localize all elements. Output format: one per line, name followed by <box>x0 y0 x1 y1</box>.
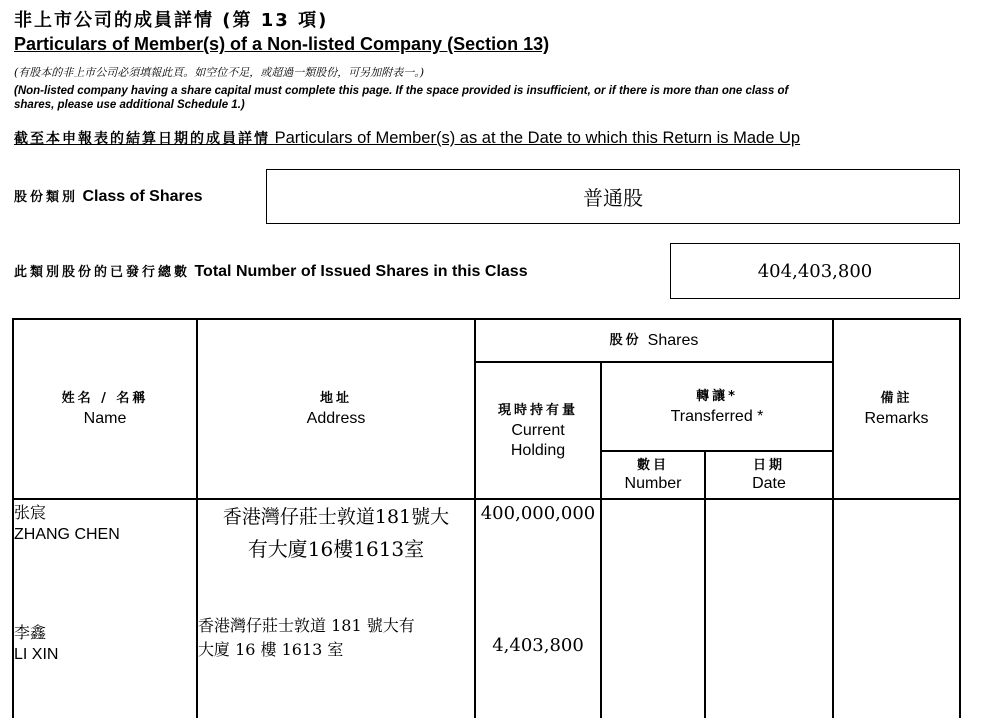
member-current-holding: 4,403,800 <box>492 635 584 656</box>
header-number <box>602 452 704 498</box>
member-address-line2: 大廈 16 樓 1613 室 <box>198 640 344 659</box>
subheading-english: Particulars of Member(s) as at the Date to which this Return is Made Up <box>274 129 801 147</box>
header-date-zh: 日期 <box>752 458 785 473</box>
table-line-header-bottom <box>12 498 961 500</box>
member-name-en: LI XIN <box>14 646 59 663</box>
class-of-shares-label-en: Class of Shares <box>82 188 203 205</box>
header-shares-en: Shares <box>647 331 699 349</box>
title-chinese: 非上市公司的成員詳情 (第 13 項) <box>14 10 329 31</box>
subheading <box>14 128 800 148</box>
member-address <box>198 614 474 662</box>
title-english: Particulars of Member(s) of a Non-listed Company (Section 13) <box>14 34 550 54</box>
header-address-en: Address <box>306 410 366 427</box>
table-border-right <box>959 318 961 718</box>
total-issued-label-zh: 此類別股份的已發行總數 <box>14 265 191 280</box>
header-number-en: Number <box>624 475 682 492</box>
member-name-en: ZHANG CHEN <box>14 526 120 543</box>
header-date-en: Date <box>752 475 786 492</box>
header-shares-zh: 股份 <box>609 332 642 348</box>
header-remarks-zh: 備註 <box>880 391 913 406</box>
header-name-zh: 姓名 / 名稱 <box>61 391 149 406</box>
member-address-line2: 有大廈16樓1613室 <box>247 537 425 561</box>
header-current-holding <box>476 363 600 498</box>
class-of-shares-field[interactable] <box>266 169 960 224</box>
member-address-line1: 香港灣仔莊士敦道 181 號大有 <box>198 616 415 635</box>
note-english-line1: (Non-listed company having a share capital must complete this page. If the space provided is insufficient, or if there is more than one class of <box>14 85 789 97</box>
header-address <box>198 320 474 498</box>
header-transferred-zh: 轉讓* <box>696 388 738 404</box>
class-of-shares-label-zh: 股份類別 <box>14 190 79 205</box>
note-english-line2: shares, please use additional Schedule 1.) <box>14 99 245 111</box>
header-shares <box>476 320 832 361</box>
table-row <box>14 622 58 666</box>
member-name-zh: 张宸 <box>14 503 47 522</box>
total-issued-label-en: Total Number of Issued Shares in this Class <box>194 263 528 280</box>
header-name <box>14 320 196 498</box>
member-name-zh: 李鑫 <box>14 623 47 642</box>
header-name-en: Name <box>83 410 127 427</box>
total-issued-value: 404,403,800 <box>757 260 873 282</box>
note-chinese: (有股本的非上市公司必須填報此頁。如空位不足，或超過一類股份，可另加附表一。) <box>14 66 425 79</box>
header-remarks-en: Remarks <box>864 410 929 427</box>
total-issued-field[interactable] <box>670 243 960 299</box>
member-address-line1: 香港灣仔莊士敦道181號大 <box>222 506 450 528</box>
header-number-zh: 數目 <box>636 458 669 473</box>
header-transferred <box>602 363 832 450</box>
class-of-shares-value: 普通股 <box>583 186 643 210</box>
header-remarks <box>834 320 959 498</box>
header-holding-en-2: Holding <box>510 441 566 459</box>
member-address <box>198 501 474 565</box>
total-issued-label <box>14 261 528 281</box>
header-holding-zh: 現時持有量 <box>497 402 578 418</box>
table-row <box>14 502 120 546</box>
header-date <box>706 452 832 498</box>
header-transferred-en: Transferred * <box>670 407 764 425</box>
subheading-chinese: 截至本申報表的結算日期的成員詳情 <box>14 131 270 147</box>
member-current-holding: 400,000,000 <box>480 503 596 524</box>
header-holding-en-1: Current <box>511 421 565 439</box>
header-address-zh: 地址 <box>319 391 352 406</box>
class-of-shares-label <box>14 186 203 206</box>
